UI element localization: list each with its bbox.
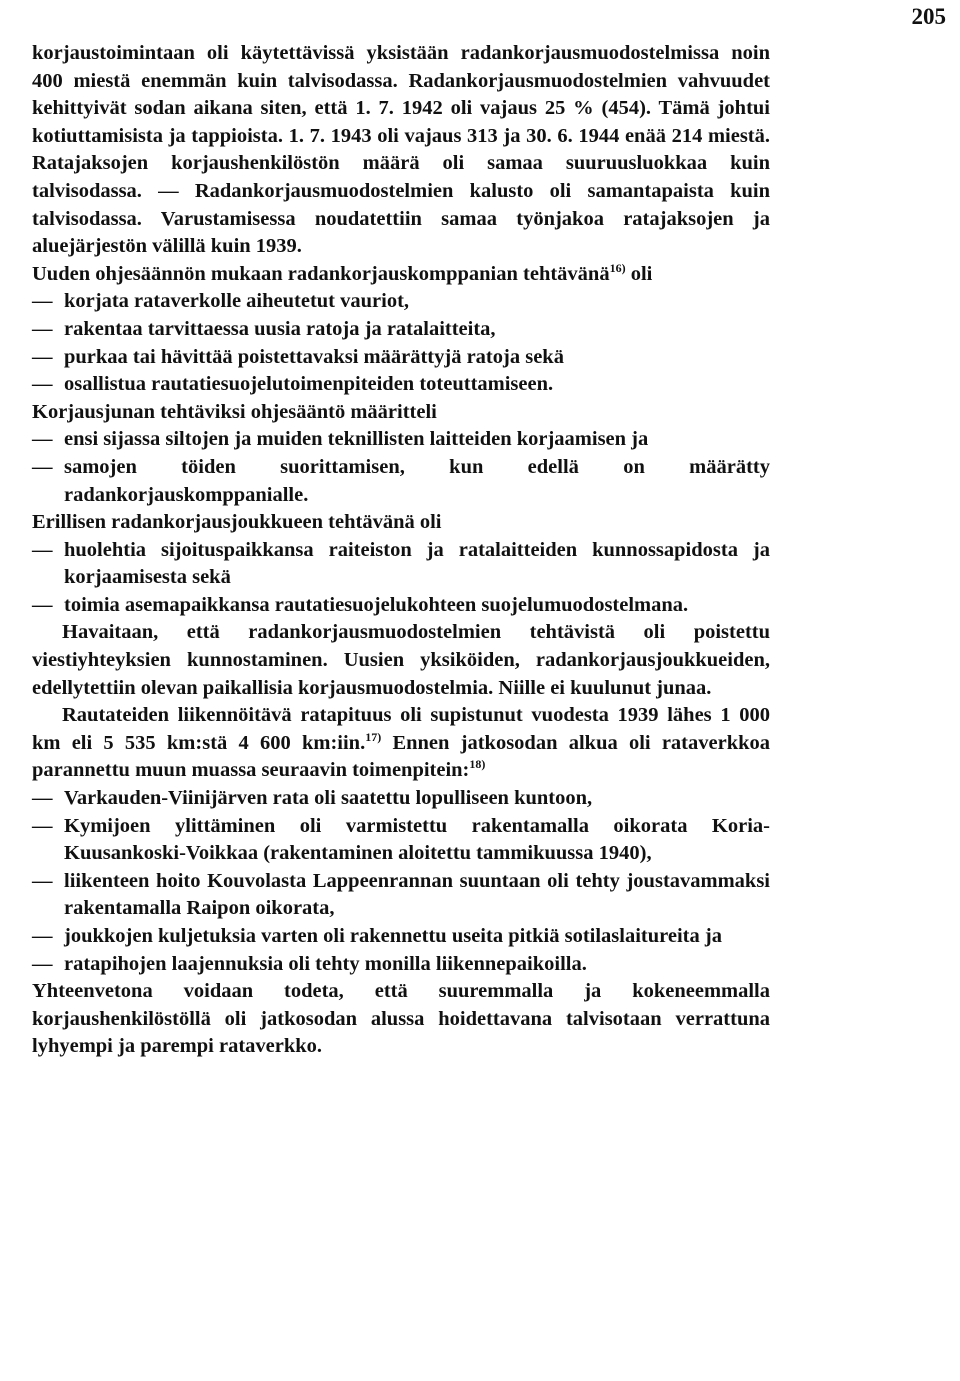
- dash-list-2: [32, 426, 770, 509]
- list-item: [32, 454, 770, 509]
- list-item: [32, 537, 770, 592]
- list-item: [32, 316, 770, 344]
- list-item: [32, 785, 770, 813]
- list-item: [32, 288, 770, 316]
- list-item: [32, 371, 770, 399]
- paragraph-4: Erillisen radankorjausjoukkueen tehtävänä oli: [32, 511, 442, 534]
- dash-marker: —: [32, 428, 53, 451]
- list-item-text: rakentaa tarvittaessa uusia ratoja ja ratalaitteita,: [64, 317, 496, 340]
- list-item-text: purkaa tai hävittää poistettavaksi määrättyjä ratoja sekä: [64, 345, 564, 368]
- paragraph-6-text-cont: Ennen jatkosodan alkua oli rataverkkoa parannettu muun muassa seuraavin toimenpitein:: [32, 731, 770, 782]
- list-item: [32, 868, 770, 923]
- page-number: 205: [911, 4, 946, 29]
- dash-marker: —: [32, 290, 53, 313]
- list-item: [32, 923, 770, 951]
- list-item: [32, 592, 770, 620]
- dash-list-1: [32, 288, 770, 398]
- dash-marker: —: [32, 814, 53, 837]
- paragraph-2-tail: oli: [625, 262, 653, 285]
- list-item-text: Kymijoen ylittäminen oli varmistettu rakentamalla oikorata Koria-Kuusankoski-Voikkaa (rakentaminen aloitettu tammikuussa 1940),: [64, 814, 770, 865]
- dash-marker: —: [32, 787, 53, 810]
- list-item: [32, 951, 770, 979]
- footnote-ref-16: 16): [609, 260, 626, 275]
- list-item: [32, 426, 770, 454]
- list-item: [32, 344, 770, 372]
- body-text: [32, 40, 770, 1061]
- dash-marker: —: [32, 317, 53, 340]
- list-item-text: korjata rataverkolle aiheutetut vauriot,: [64, 290, 410, 313]
- paragraph-1: korjaustoimintaan oli käytettävissä yksistään radankorjausmuodostelmissa noin 400 miestä enemmän kuin talvisodassa. Radankorjausmuodostelmien vahvuudet kehittyivät sodan aikana siten, että 1. 7. 1942 oli vajaus 25 % (454). Tämä johtui kotiuttamisista ja tappioista. 1. 7. 1943 oli vajaus 313 ja 30. 6. 1944 enää 214 miestä. Ratajaksojen korjaushenkilöstön määrä oli samaa suuruusluokkaa kuin talvisodassa. — Radankorjausmuodostelmien kalusto oli samantapaista kuin talvisodassa. Varustamisessa noudatettiin samaa työnjakoa ratajaksojen ja aluejärjestön välillä kuin 1939.: [32, 42, 770, 258]
- dash-marker: —: [32, 925, 53, 947]
- list-item-text: ensi sijassa siltojen ja muiden teknillisten laitteiden korjaamisen ja: [64, 428, 649, 451]
- list-item: [32, 813, 770, 868]
- dash-marker: —: [32, 538, 53, 561]
- dash-marker: —: [32, 593, 53, 616]
- paragraph-2-text: Uuden ohjesäännön mukaan radankorjauskomppanian tehtävänä: [32, 262, 610, 285]
- list-item-text: ratapihojen laajennuksia oli tehty monilla liikennepaikoilla.: [64, 952, 587, 975]
- paragraph-6: [32, 702, 770, 785]
- dash-marker: —: [32, 869, 53, 892]
- dash-list-3: [32, 537, 770, 620]
- list-item-text: Varkauden-Viinijärven rata oli saatettu lopulliseen kuntoon,: [64, 787, 593, 810]
- dash-list-4: [32, 785, 770, 978]
- dash-marker: —: [32, 345, 53, 368]
- list-item-text: samojen töiden suorittamisen, kun edellä on määrätty radankorjauskomppanialle.: [64, 455, 770, 506]
- list-item-text: osallistua rautatiesuojelutoimenpiteiden toteuttamiseen.: [64, 373, 554, 396]
- dash-marker: —: [32, 373, 53, 396]
- paragraph-5: Havaitaan, että radankorjausmuodostelmien tehtävistä oli poistettu viestiyhteyksien kunnostaminen. Uusien yksiköiden, radankorjausjoukkueiden, edellytettiin olevan paikallisia korjausmuodostelmia. Niille ei kuulunut junaa.: [32, 621, 770, 699]
- list-item-text: joukkojen kuljetuksia varten oli rakennettu useita pitkiä sotilaslaitureita ja: [64, 925, 722, 947]
- dash-marker: —: [32, 455, 53, 478]
- dash-marker: —: [32, 952, 53, 975]
- footnote-ref-17: 17): [365, 730, 382, 745]
- list-item-text: huolehtia sijoituspaikkansa raiteiston ja ratalaitteiden kunnossapidosta ja korjaamisesta sekä: [64, 538, 770, 589]
- list-item-text: liikenteen hoito Kouvolasta Lappeenrannan suuntaan oli tehty joustavammaksi rakentamalla Raipon oikorata,: [64, 869, 770, 920]
- paragraph-6-text: Rautateiden liikennöitävä ratapituus oli supistunut vuodesta 1939 lähes 1 000 km eli 5 535 km:stä 4 600 km:iin.: [32, 704, 770, 754]
- paragraph-7: Yhteenvetona voidaan todeta, että suuremmalla ja kokeneemmalla korjaushenkilöstöllä oli jatkosodan alussa hoidettavana talvisotaan verrattuna lyhyempi ja parempi rataverkko.: [32, 980, 770, 1058]
- list-item-text: toimia asemapaikkansa rautatiesuojelukohteen suojelumuodostelmana.: [64, 593, 689, 616]
- footnote-ref-18: 18): [469, 757, 486, 772]
- paragraph-3: Korjausjunan tehtäviksi ohjesääntö määritteli: [32, 400, 437, 423]
- paragraph-2: [32, 261, 770, 289]
